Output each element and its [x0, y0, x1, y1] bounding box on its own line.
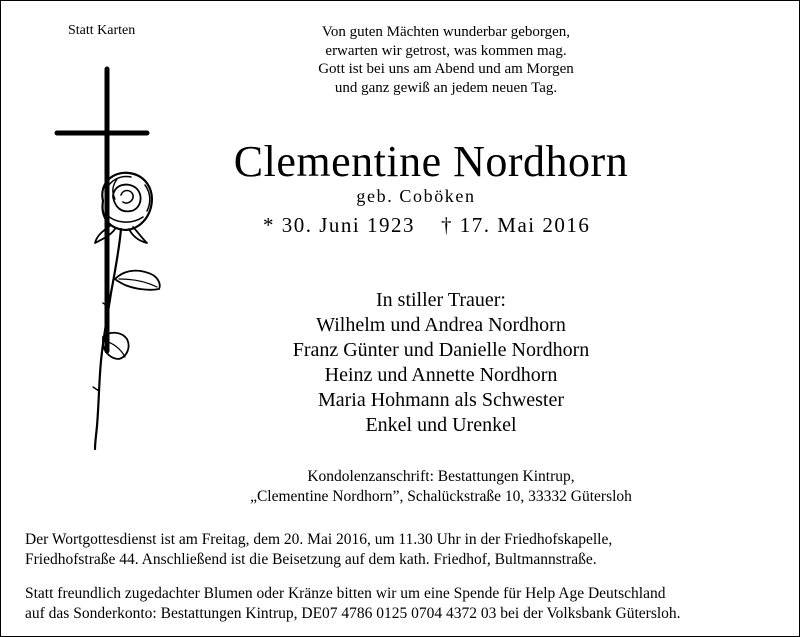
donation-info [25, 584, 795, 624]
condolence-line: Kondolenzanschrift: Bestattungen Kintrup, [307, 468, 575, 485]
service-info [25, 530, 785, 570]
donation-line: Statt freundlich zugedachter Blumen oder Kränze bitten wir um eine Spende für Help Age Deutschland [25, 585, 666, 602]
donation-line: auf das Sonderkonto: Bestattungen Kintrup, DE07 4786 0125 0704 4372 03 bei der Volksbank Gütersloh. [25, 605, 681, 622]
statt-karten-label: Statt Karten [68, 23, 136, 38]
service-line: Friedhofstraße 44. Anschließend ist die Beisetzung auf dem kath. Friedhof, Bultmannstraße. [25, 551, 597, 568]
condolence-line: „Clementine Nordhorn”, Schalückstraße 10, 33332 Gütersloh [250, 488, 632, 505]
mourner-line: Wilhelm und Andrea Nordhorn [316, 314, 566, 336]
deceased-name: Clementine Nordhorn [233, 137, 629, 186]
mourner-line: Heinz und Annette Nordhorn [324, 364, 558, 386]
poem-line: und ganz gewiß an jedem neuen Tag. [334, 79, 558, 96]
birth-date: * 30. Juni 1923 [263, 213, 416, 237]
mourner-line: Maria Hohmann als Schwester [317, 389, 565, 411]
service-line: Der Wortgottesdienst ist am Freitag, dem 20. Mai 2016, um 11.30 Uhr in der Friedhofskapelle, [25, 531, 613, 548]
poem [251, 23, 641, 97]
condolence-address [201, 467, 681, 507]
life-dates [263, 213, 613, 238]
poem-line: erwarten wir getrost, was kommen mag. [325, 42, 567, 59]
mourner-line: Enkel und Urenkel [365, 414, 517, 436]
mourner-line: Franz Günter und Danielle Nordhorn [292, 339, 590, 361]
mourners-intro: In stiller Trauer: [376, 289, 506, 311]
born-name: geb. Coböken [356, 186, 476, 206]
mourners-block [201, 288, 681, 438]
death-date: † 17. Mai 2016 [441, 213, 591, 237]
poem-line: Von guten Mächten wunderbar geborgen, [321, 24, 571, 40]
cross-with-rose-icon [41, 61, 171, 456]
poem-line: Gott ist bei uns am Abend und am Morgen [318, 61, 574, 77]
